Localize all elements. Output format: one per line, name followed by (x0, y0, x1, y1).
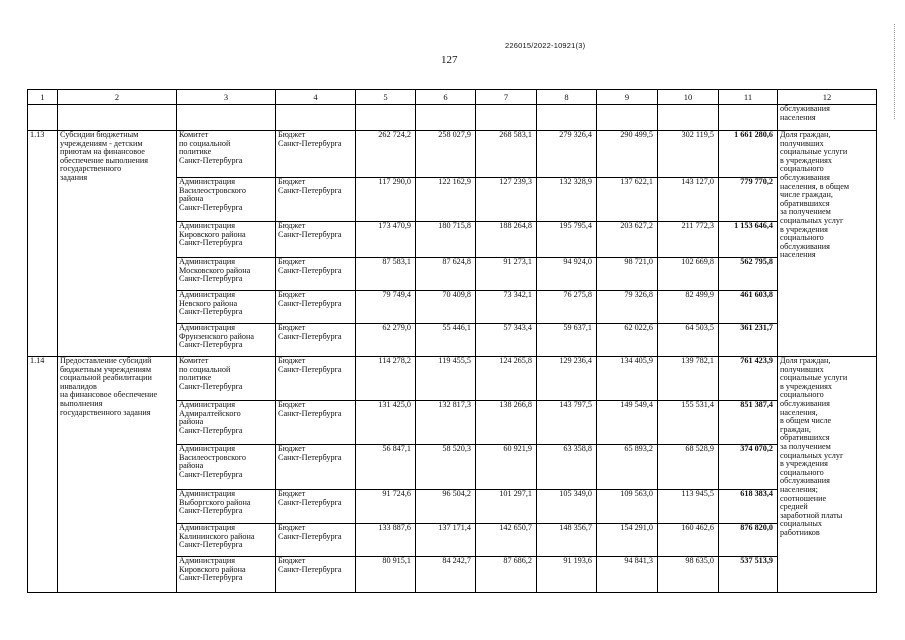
year-value-cell: 102 669,8 (658, 258, 719, 291)
year-value-cell: 80 915,1 (356, 557, 416, 593)
year-value-cell: 60 921,9 (476, 445, 537, 490)
year-value-cell: 131 425,0 (356, 401, 416, 445)
year-value-cell: 87 583,1 (356, 258, 416, 291)
year-value-cell: 91 273,1 (476, 258, 537, 291)
indicator-note: Доля граждан, получивших социальные услуги в учреждениях социального обслуживания населения, в общем числе граждан, обратившихся за получением социальных услуг в учреждения социального обслуживания населения; соотношение средней заработной платы социальных работников (778, 357, 877, 593)
year-value-cell: 262 724,2 (356, 131, 416, 178)
total-value-cell: 851 387,4 (719, 401, 778, 445)
total-value-cell: 618 383,4 (719, 490, 778, 524)
funding-source-cell: Бюджет Санкт-Петербурга (276, 222, 356, 258)
header-cell: 7 (476, 90, 537, 105)
year-value-cell: 65 893,2 (597, 445, 658, 490)
funding-source-cell: Бюджет Санкт-Петербурга (276, 557, 356, 593)
executor-cell: Комитет по социальной политике Санкт-Петербурга (177, 357, 276, 401)
executor-cell: Комитет по социальной политике Санкт-Петербурга (177, 131, 276, 178)
scan-edge-mark (894, 24, 898, 119)
total-value-cell: 761 423,9 (719, 357, 778, 401)
header-cell: 3 (177, 90, 276, 105)
year-value-cell: 91 724,6 (356, 490, 416, 524)
executor-cell: Администрация Адмиралтейского района Санкт-Петербурга (177, 401, 276, 445)
executor-cell: Администрация Василеостровского района Санкт-Петербурга (177, 178, 276, 222)
year-value-cell: 132 817,3 (416, 401, 476, 445)
year-value-cell: 68 528,9 (658, 445, 719, 490)
total-value-cell: 537 513,9 (719, 557, 778, 593)
year-value-cell: 134 405,9 (597, 357, 658, 401)
total-value-cell: 374 070,2 (719, 445, 778, 490)
indicator-note: Доля граждан, получивших социальные услуги в учреждениях социального обслуживания населения, в общем числе граждан, обратившихся за получением социальных услуг в учреждения социального обслуживания населения (778, 131, 877, 357)
year-value-cell: 64 503,5 (658, 324, 719, 357)
page-number: 127 (441, 54, 458, 66)
year-value-cell: 62 279,0 (356, 324, 416, 357)
funding-source-cell: Бюджет Санкт-Петербурга (276, 445, 356, 490)
year-value-cell: 143 127,0 (658, 178, 719, 222)
year-value-cell: 55 446,1 (416, 324, 476, 357)
year-value-cell: 62 022,6 (597, 324, 658, 357)
year-value-cell: 195 795,4 (537, 222, 597, 258)
total-value-cell: 562 795,8 (719, 258, 778, 291)
year-value-cell: 113 945,5 (658, 490, 719, 524)
year-value-cell: 70 409,8 (416, 291, 476, 324)
year-value-cell: 129 236,4 (537, 357, 597, 401)
year-value-cell: 160 462,6 (658, 524, 719, 557)
total-value-cell: 1 661 280,6 (719, 131, 778, 178)
year-value-cell: 98 635,0 (658, 557, 719, 593)
total-value-cell: 361 231,7 (719, 324, 778, 357)
year-value-cell: 137 622,1 (597, 178, 658, 222)
executor-cell: Администрация Выборгского района Санкт-Петербурга (177, 490, 276, 524)
funding-source-cell: Бюджет Санкт-Петербурга (276, 524, 356, 557)
year-value-cell: 56 847,1 (356, 445, 416, 490)
header-row (28, 90, 877, 105)
year-value-cell: 79 326,8 (597, 291, 658, 324)
year-value-cell: 87 624,8 (416, 258, 476, 291)
carry-over-row (28, 105, 877, 131)
year-value-cell: 133 887,6 (356, 524, 416, 557)
funding-source-cell: Бюджет Санкт-Петербурга (276, 291, 356, 324)
year-value-cell: 101 297,1 (476, 490, 537, 524)
year-value-cell: 117 290,0 (356, 178, 416, 222)
section-index: 1.13 (28, 131, 58, 357)
header-cell: 5 (356, 90, 416, 105)
year-value-cell: 180 715,8 (416, 222, 476, 258)
year-value-cell: 211 772,3 (658, 222, 719, 258)
year-value-cell: 154 291,0 (597, 524, 658, 557)
year-value-cell: 57 343,4 (476, 324, 537, 357)
funding-source-cell: Бюджет Санкт-Петербурга (276, 178, 356, 222)
header-cell: 6 (416, 90, 476, 105)
header-cell: 4 (276, 90, 356, 105)
year-value-cell: 143 797,5 (537, 401, 597, 445)
year-value-cell: 290 499,5 (597, 131, 658, 178)
header-cell: 9 (597, 90, 658, 105)
year-value-cell: 139 782,1 (658, 357, 719, 401)
year-value-cell: 96 504,2 (416, 490, 476, 524)
year-value-cell: 98 721,0 (597, 258, 658, 291)
header-cell: 12 (778, 90, 877, 105)
year-value-cell: 114 278,2 (356, 357, 416, 401)
year-value-cell: 73 342,1 (476, 291, 537, 324)
year-value-cell: 124 265,8 (476, 357, 537, 401)
year-value-cell: 84 242,7 (416, 557, 476, 593)
year-value-cell: 63 358,8 (537, 445, 597, 490)
funding-source-cell: Бюджет Санкт-Петербурга (276, 401, 356, 445)
section-index: 1.14 (28, 357, 58, 593)
executor-cell: Администрация Калининского района Санкт-Петербурга (177, 524, 276, 557)
executor-cell: Администрация Кировского района Санкт-Петербурга (177, 557, 276, 593)
header-cell: 10 (658, 90, 719, 105)
funding-source-cell: Бюджет Санкт-Петербурга (276, 258, 356, 291)
executor-cell: Администрация Фрунзенского района Санкт-Петербурга (177, 324, 276, 357)
year-value-cell: 122 162,9 (416, 178, 476, 222)
funding-source-cell: Бюджет Санкт-Петербурга (276, 324, 356, 357)
year-value-cell: 258 027,9 (416, 131, 476, 178)
executor-cell: Администрация Московского района Санкт-Петербурга (177, 258, 276, 291)
funding-source-cell: Бюджет Санкт-Петербурга (276, 357, 356, 401)
table-row (28, 357, 877, 401)
year-value-cell: 155 531,4 (658, 401, 719, 445)
year-value-cell: 132 328,9 (537, 178, 597, 222)
year-value-cell: 58 520,3 (416, 445, 476, 490)
year-value-cell: 109 563,0 (597, 490, 658, 524)
year-value-cell: 149 549,4 (597, 401, 658, 445)
year-value-cell: 137 171,4 (416, 524, 476, 557)
document-id: 226015/2022-10921(3) (505, 41, 586, 50)
year-value-cell: 94 841,3 (597, 557, 658, 593)
year-value-cell: 268 583,1 (476, 131, 537, 178)
year-value-cell: 138 266,8 (476, 401, 537, 445)
year-value-cell: 87 686,2 (476, 557, 537, 593)
section-title: Предоставление субсидий бюджетным учреждениям социальной реабилитации инвалидов на финансовое обеспечение выполнения государственного задания (58, 357, 177, 593)
table-row (28, 131, 877, 178)
year-value-cell: 148 356,7 (537, 524, 597, 557)
year-value-cell: 173 470,9 (356, 222, 416, 258)
year-value-cell: 302 119,5 (658, 131, 719, 178)
year-value-cell: 188 264,8 (476, 222, 537, 258)
total-value-cell: 1 153 646,4 (719, 222, 778, 258)
year-value-cell: 79 749,4 (356, 291, 416, 324)
header-cell: 2 (58, 90, 177, 105)
header-cell: 1 (28, 90, 58, 105)
year-value-cell: 142 650,7 (476, 524, 537, 557)
funding-source-cell: Бюджет Санкт-Петербурга (276, 490, 356, 524)
year-value-cell: 91 193,6 (537, 557, 597, 593)
header-cell: 8 (537, 90, 597, 105)
year-value-cell: 82 499,9 (658, 291, 719, 324)
year-value-cell: 279 326,4 (537, 131, 597, 178)
executor-cell: Администрация Кировского района Санкт-Петербурга (177, 222, 276, 258)
year-value-cell: 94 924,0 (537, 258, 597, 291)
header-cell: 11 (719, 90, 778, 105)
year-value-cell: 76 275,8 (537, 291, 597, 324)
carry-over-note: обслуживания населения (778, 105, 877, 131)
year-value-cell: 105 349,0 (537, 490, 597, 524)
year-value-cell: 127 239,3 (476, 178, 537, 222)
year-value-cell: 119 455,5 (416, 357, 476, 401)
total-value-cell: 876 820,0 (719, 524, 778, 557)
section-title: Субсидии бюджетным учреждениям - детским приютам на финансовое обеспечение выполнения государственного задания (58, 131, 177, 357)
total-value-cell: 779 770,2 (719, 178, 778, 222)
year-value-cell: 203 627,2 (597, 222, 658, 258)
year-value-cell: 59 637,1 (537, 324, 597, 357)
total-value-cell: 461 603,8 (719, 291, 778, 324)
funding-source-cell: Бюджет Санкт-Петербурга (276, 131, 356, 178)
budget-table (27, 89, 877, 593)
executor-cell: Администрация Василеостровского района Санкт-Петербурга (177, 445, 276, 490)
executor-cell: Администрация Невского района Санкт-Петербурга (177, 291, 276, 324)
